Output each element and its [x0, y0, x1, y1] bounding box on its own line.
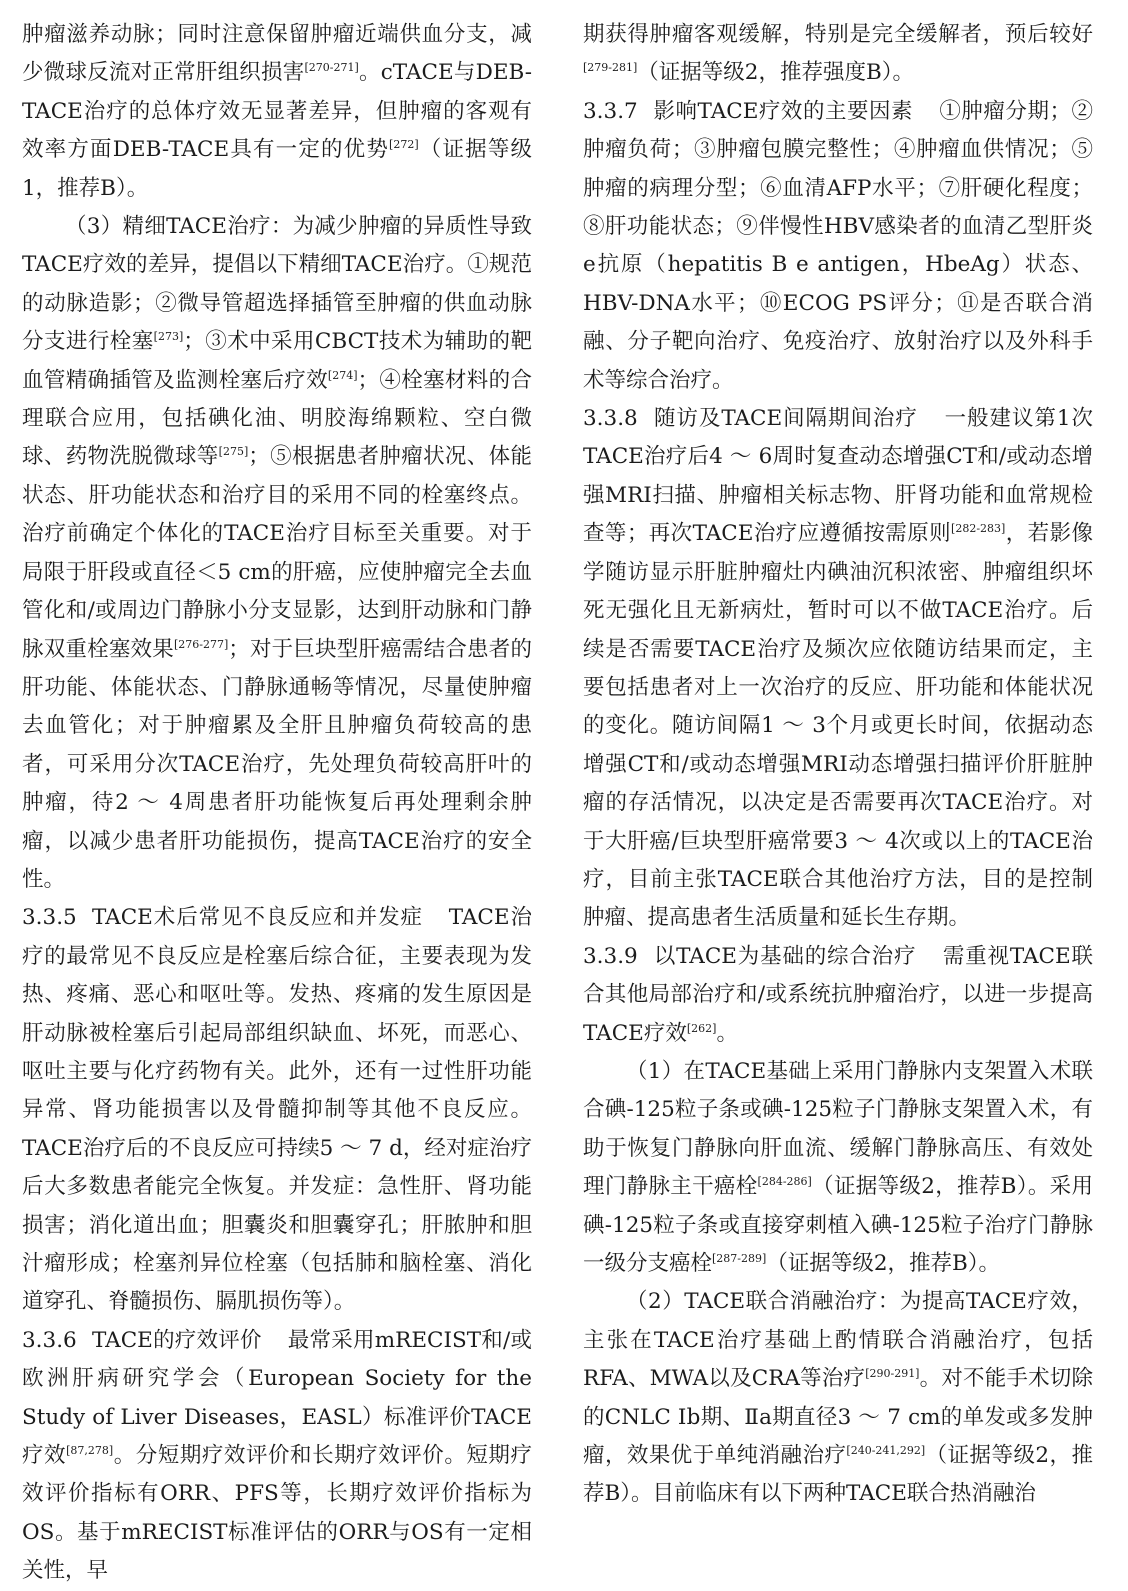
section-text: 需重视TACE联合其他局部治疗和/或系统抗肿瘤治疗，以进一步提高TACE疗效 — [583, 943, 1093, 1046]
section-text: TACE治疗的最常见不良反应是栓塞后综合征，主要表现为发热、疼痛、恶心和呕吐等。发热、疼痛的发生原因是肝动脉被栓塞后引起局部组织缺血、坏死，而恶心、呕吐主要与化疗药物有关。此外，还有一过性肝功能异常、肾功能损害以及骨髓抑制等其他不良反应。TACE治疗后的不良反应可持续5 ～ 7 d，经对症治疗后大多数患者能完全恢复。并发症：急性肝、肾功能损害；消化道出血；胆囊炎和胆囊穿孔；肝脓肿和胆汁瘤形成；栓塞剂异位栓塞（包括肺和脑栓塞、消化道穿孔、脊髓损伤、膈肌损伤等）。 — [22, 905, 533, 1315]
paragraph-portal-vein-stent — [583, 1053, 1093, 1283]
paragraph-continued — [583, 16, 1093, 93]
paragraph-text: （证据等级2，推荐强度B）。 — [637, 60, 915, 86]
citation-superscript: [282-283] — [951, 522, 1006, 536]
left-column — [22, 16, 532, 1591]
section-3-3-9 — [583, 938, 1093, 1053]
citation-superscript: [270-271] — [304, 61, 359, 75]
section-heading: 以TACE为基础的综合治疗 — [653, 943, 917, 969]
citation-superscript: [87,278] — [66, 1443, 114, 1457]
section-number: 3.3.9 — [583, 943, 638, 969]
section-3-3-5 — [22, 899, 532, 1321]
section-number: 3.3.5 — [22, 905, 77, 931]
right-column — [583, 16, 1093, 1514]
paragraph-1 — [22, 16, 532, 208]
section-number: 3.3.8 — [583, 406, 638, 432]
paragraph-precise-tace — [22, 208, 532, 899]
paragraph-text: 。对不能手术切除的CNLC Ⅰb期、Ⅱa期直径3 ～ 7 cm的单发或多发肿瘤，效果优于单纯消融治疗 — [583, 1366, 1093, 1469]
citation-superscript: [240-241,292] — [846, 1443, 926, 1457]
paragraph-tace-ablation — [583, 1283, 1093, 1513]
section-text: ①肿瘤分期；②肿瘤负荷；③肿瘤包膜完整性；④肿瘤血供情况；⑤肿瘤的病理分型；⑥血清AFP水平；⑦肝硬化程度；⑧肝功能状态；⑨伴慢性HBV感染者的血清乙型肝炎e抗原（hepatitis B e antigen，HbeAg）状态、HBV-DNA水平；⑩ECOG PS评分；⑪是否联合消融、分子靶向治疗、免疫治疗、放射治疗以及外科手术等综合治疗。 — [583, 98, 1093, 393]
paragraph-text: （证据等级2，推荐B）。 — [766, 1251, 1001, 1276]
section-text: ，若影像学随访显示肝脏肿瘤灶内碘油沉积浓密、肿瘤组织坏死无强化且无新病灶，暂时可以不做TACE治疗。后续是否需要TACE治疗及频次应依随访结果而定，主要包括患者对上一次治疗的反应、肝功能和体能状况的变化。随访间隔1 ～ 3个月或更长时间，依据动态增强CT和/或动态增强MRI动态增强扫描评价肝脏肿瘤的存活情况，以决定是否需要再次TACE治疗。对于大肝癌/巨块型肝癌常要3 ～ 4次或以上的TACE治疗，目前主张TACE联合其他治疗方法，目的是控制肿瘤、提高患者生活质量和延长生存期。 — [583, 521, 1093, 931]
section-text: 。分短期疗效评价和长期疗效评价。短期疗效评价指标有ORR、PFS等，长期疗效评价指标为OS。基于mRECIST标准评估的ORR与OS有一定相关性，早 — [22, 1443, 532, 1584]
paragraph-text: （证据等级1，推荐B）。 — [22, 137, 532, 201]
paragraph-text: （3）精细TACE治疗：为减少肿瘤的异质性导致TACE疗效的差异，提倡以下精细TACE治疗。①规范的动脉造影；②微导管超选择插管至肿瘤的供血动脉分支进行栓塞 — [22, 214, 532, 355]
paragraph-text: 。cTACE与DEB-TACE治疗的总体疗效无显著差异，但肿瘤的客观有效率方面DEB-TACE具有一定的优势 — [22, 60, 532, 163]
paragraph-text: ；⑤根据患者肿瘤状况、体能状态、肝功能状态和治疗目的采用不同的栓塞终点。治疗前确定个体化的TACE治疗目标至关重要。对于局限于肝段或直径＜5 cm的肝癌，应使肿瘤完全去血管化和/或周边门静脉小分支显影，达到肝动脉和门静脉双重栓塞效果 — [22, 444, 532, 662]
paragraph-text: （1）在TACE基础上采用门静脉内支架置入术联合碘-125粒子条或碘-125粒子门静脉支架置入术，有助于恢复门静脉向肝血流、缓解门静脉高压、有效处理门静脉主干癌栓 — [583, 1058, 1093, 1200]
citation-superscript: [274] — [327, 368, 358, 382]
citation-superscript: [272] — [389, 138, 419, 152]
paragraph-text: ；④栓塞材料的合理联合应用，包括碘化油、明胶海绵颗粒、空白微球、药物洗脱微球等 — [22, 367, 532, 470]
section-3-3-7 — [583, 93, 1093, 400]
section-heading: TACE术后常见不良反应和并发症 — [92, 905, 423, 931]
section-number: 3.3.7 — [583, 98, 638, 124]
citation-superscript: [290-291] — [865, 1367, 920, 1381]
section-3-3-6 — [22, 1322, 532, 1591]
citation-superscript: [276-277] — [173, 637, 229, 651]
section-3-3-8 — [583, 400, 1093, 938]
section-heading: TACE的疗效评价 — [92, 1327, 262, 1353]
section-heading: 随访及TACE间隔期间治疗 — [653, 406, 918, 432]
citation-superscript: [284-286] — [757, 1175, 812, 1189]
citation-superscript: [262] — [686, 1021, 717, 1035]
citation-superscript: [273] — [153, 330, 184, 344]
citation-superscript: [279-281] — [583, 61, 638, 75]
paragraph-text: （证据等级2，推荐B）。目前临床有以下两种TACE联合热消融治 — [583, 1443, 1093, 1507]
citation-superscript: [275] — [218, 445, 249, 459]
section-heading: 影响TACE疗效的主要因素 — [653, 98, 914, 124]
paragraph-text: （证据等级2，推荐B）。采用碘-125粒子条或直接穿刺植入碘-125粒子治疗门静脉一级分支癌栓 — [583, 1174, 1093, 1276]
citation-superscript: [287-289] — [712, 1251, 767, 1265]
paragraph-text: （2）TACE联合消融治疗：为提高TACE疗效，主张在TACE治疗基础上酌情联合消融治疗，包括RFA、MWA以及CRA等治疗 — [583, 1289, 1093, 1392]
section-text: 最常采用mRECIST和/或欧洲肝病研究学会（European Society for the Study of Liver Diseases，EASL）标准评价TACE疗效 — [22, 1327, 532, 1469]
paragraph-text: 肿瘤滋养动脉；同时注意保留肿瘤近端供血分支，减少微球反流对正常肝组织损害 — [22, 22, 532, 86]
section-number: 3.3.6 — [22, 1327, 77, 1353]
paragraph-text: 期获得肿瘤客观缓解，特别是完全缓解者，预后较好 — [583, 22, 1093, 47]
paragraph-text: ；③术中采用CBCT技术为辅助的靶血管精确插管及监测栓塞后疗效 — [22, 329, 532, 393]
paragraph-text: ；对于巨块型肝癌需结合患者的肝功能、体能状态、门静脉通畅等情况，尽量使肿瘤去血管化；对于肿瘤累及全肝且肿瘤负荷较高的患者，可采用分次TACE治疗，先处理负荷较高肝叶的肿瘤，待2 ～ 4周患者肝功能恢复后再处理剩余肿瘤，以减少患者肝功能损伤，提高TACE治疗的安全性。 — [22, 636, 532, 892]
section-text: 一般建议第1次TACE治疗后4 ～ 6周时复查动态增强CT和/或动态增强MRI扫描、肿瘤相关标志物、肝肾功能和血常规检查等；再次TACE治疗应遵循按需原则 — [583, 406, 1093, 547]
section-text: 。 — [716, 1020, 738, 1046]
